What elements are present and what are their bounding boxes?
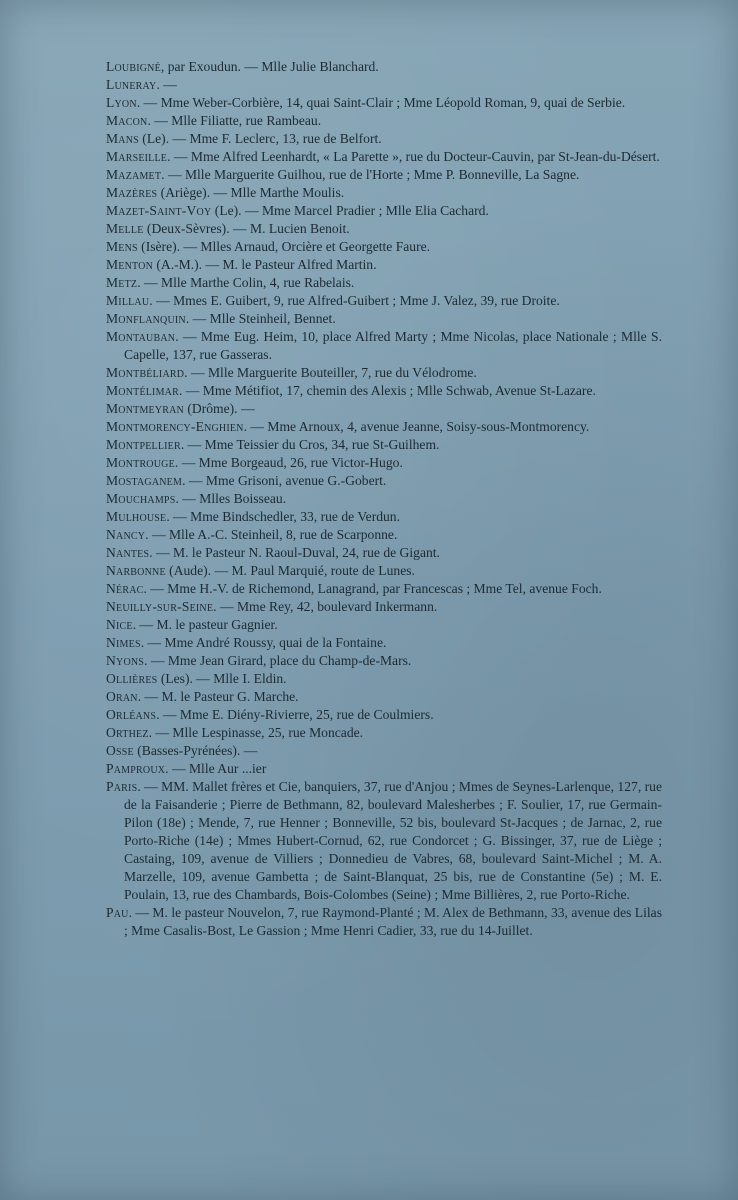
entry-details: . — Mme André Roussy, quai de la Fontaine.	[140, 635, 387, 650]
entry-details: (Drôme). —	[183, 401, 255, 416]
directory-entry	[106, 256, 662, 274]
directory-entry	[106, 220, 662, 238]
entry-details: . — Mme Jean Girard, place du Champ-de-Mars.	[144, 653, 412, 668]
directory-list	[106, 58, 662, 940]
directory-entry	[106, 364, 662, 382]
place-name: Lyon	[106, 95, 137, 110]
place-name: Orthez	[106, 725, 149, 740]
place-name: Mazet-Saint-Voy	[106, 203, 212, 218]
entry-details: . — Mlle Lespinasse, 25, rue Moncade.	[148, 725, 364, 740]
directory-entry	[106, 328, 662, 364]
place-name: Metz	[106, 275, 138, 290]
place-name: Mazères	[106, 185, 158, 200]
place-name: Mulhouse	[106, 509, 167, 524]
place-name: Pamproux	[106, 761, 166, 776]
entry-details: . — Mlle Marguerite Guilhou, rue de l'Horte ; Mme P. Bonneville, La Sagne.	[161, 167, 580, 182]
directory-entry	[106, 382, 662, 400]
directory-entry	[106, 742, 662, 760]
directory-entry	[106, 166, 662, 184]
directory-entry	[106, 148, 662, 166]
directory-entry	[106, 58, 662, 76]
entry-details: . — Mlle Marguerite Bouteiller, 7, rue du Vélodrome.	[184, 365, 477, 380]
place-name: Millau	[106, 293, 150, 308]
directory-entry	[106, 76, 662, 94]
entry-details: . —	[156, 77, 177, 92]
place-name: Loubigné	[106, 59, 161, 74]
place-name: Luneray	[106, 77, 157, 92]
directory-entry	[106, 472, 662, 490]
place-name: Mens	[106, 239, 138, 254]
directory-entry	[106, 598, 662, 616]
place-name: Menton	[106, 257, 153, 272]
directory-entry	[106, 310, 662, 328]
entry-details: (Les). — Mlle I. Eldin.	[157, 671, 287, 686]
entry-details: (A.-M.). — M. le Pasteur Alfred Martin.	[153, 257, 377, 272]
directory-entry	[106, 904, 662, 940]
entry-details: (Ariège). — Mlle Marthe Moulis.	[157, 185, 345, 200]
place-name: Paris	[106, 779, 138, 794]
directory-entry	[106, 616, 662, 634]
place-name: Marseille	[106, 149, 168, 164]
directory-entry	[106, 94, 662, 112]
entry-details: . — Mme Arnoux, 4, avenue Jeanne, Soisy-sous-Montmorency.	[243, 419, 590, 434]
directory-entry	[106, 238, 662, 256]
directory-entry	[106, 184, 662, 202]
entry-details: . — Mme E. Diény-Rivierre, 25, rue de Coulmiers.	[156, 707, 434, 722]
place-name: Nantes	[106, 545, 150, 560]
directory-entry	[106, 400, 662, 418]
place-name: Mostaganem	[106, 473, 183, 488]
entry-details: (Le). — Mme Marcel Pradier ; Mlle Elia Cachard.	[211, 203, 489, 218]
entry-details: . — M. le pasteur Gagnier.	[132, 617, 278, 632]
place-name: Narbonne	[106, 563, 166, 578]
entry-details: . — Mme Métifiot, 17, chemin des Alexis ; Mlle Schwab, Avenue St-Lazare.	[178, 383, 596, 398]
directory-entry	[106, 652, 662, 670]
entry-details: . — M. le Pasteur G. Marche.	[137, 689, 299, 704]
place-name: Nice	[106, 617, 133, 632]
place-name: Nimes	[106, 635, 141, 650]
place-name: Montmeyran	[106, 401, 184, 416]
place-name: Mouchamps	[106, 491, 176, 506]
place-name: Montmorency-Enghien	[106, 419, 244, 434]
entry-details: (Basses-Pyrénées). —	[133, 743, 258, 758]
place-name: Montpellier	[106, 437, 181, 452]
place-name: Oran	[106, 689, 138, 704]
place-name: Neuilly-sur-Seine	[106, 599, 214, 614]
place-name: Ollières	[106, 671, 158, 686]
place-name: Nancy	[106, 527, 146, 542]
directory-entry	[106, 436, 662, 454]
directory-entry	[106, 130, 662, 148]
directory-entry	[106, 778, 662, 904]
directory-entry	[106, 490, 662, 508]
directory-entry	[106, 112, 662, 130]
place-name: Melle	[106, 221, 144, 236]
directory-entry	[106, 724, 662, 742]
entry-details: . — Mme H.-V. de Richemond, Lanagrand, par Francescas ; Mme Tel, avenue Foch.	[143, 581, 602, 596]
entry-details: . — Mme Grisoni, avenue G.-Gobert.	[182, 473, 387, 488]
entry-details: . — Mme Borgeaud, 26, rue Victor-Hugo.	[174, 455, 403, 470]
place-name: Osse	[106, 743, 134, 758]
place-name: Pau	[106, 905, 129, 920]
entry-details: (Isère). — Mlles Arnaud, Orcière et Georgette Faure.	[137, 239, 431, 254]
directory-entry	[106, 454, 662, 472]
place-name: Mans	[106, 131, 139, 146]
place-name: Nérac	[106, 581, 144, 596]
entry-details: , par Exoudun. — Mlle Julie Blanchard.	[160, 59, 379, 74]
entry-details: . — Mlle Steinheil, Bennet.	[185, 311, 336, 326]
entry-details: . — Mme Alfred Leenhardt, « La Parette », rue du Docteur-Cauvin, par St-Jean-du-Désert.	[167, 149, 660, 164]
entry-details: . — Mlle A.-C. Steinheil, 8, rue de Scarponne.	[145, 527, 398, 542]
directory-entry	[106, 688, 662, 706]
directory-entry	[106, 526, 662, 544]
entry-details: . — Mmes E. Guibert, 9, rue Alfred-Guibert ; Mme J. Valez, 39, rue Droite.	[149, 293, 560, 308]
directory-entry	[106, 508, 662, 526]
entry-details: (Aude). — M. Paul Marquié, route de Lunes.	[165, 563, 415, 578]
place-name: Montélimar	[106, 383, 179, 398]
directory-entry	[106, 418, 662, 436]
entry-details: . — M. le pasteur Nouvelon, 7, rue Raymond-Planté ; M. Alex de Bethmann, 33, avenue des Lilas ; Mme Casalis-Bost, Le Gassion ; Mme Henri Cadier, 33, rue du 14-Juillet.	[124, 905, 662, 938]
directory-entry	[106, 292, 662, 310]
directory-entry	[106, 670, 662, 688]
place-name: Mazamet	[106, 167, 162, 182]
entry-details: . — Mme Teissier du Cros, 34, rue St-Guilhem.	[180, 437, 440, 452]
place-name: Montrouge	[106, 455, 175, 470]
entry-details: . — Mme Weber-Corbière, 14, quai Saint-Clair ; Mme Léopold Roman, 9, quai de Serbie.	[136, 95, 626, 110]
directory-entry	[106, 760, 662, 778]
directory-entry	[106, 634, 662, 652]
directory-entry	[106, 562, 662, 580]
entry-details: . — M. le Pasteur N. Raoul-Duval, 24, rue de Gigant.	[149, 545, 440, 560]
directory-entry	[106, 544, 662, 562]
place-name: Nyons	[106, 653, 145, 668]
directory-entry	[106, 706, 662, 724]
entry-details: . — Mme Bindschedler, 33, rue de Verdun.	[166, 509, 401, 524]
directory-entry	[106, 580, 662, 598]
place-name: Orléans	[106, 707, 157, 722]
directory-entry	[106, 202, 662, 220]
entry-details: . — Mme Rey, 42, boulevard Inkermann.	[213, 599, 438, 614]
entry-details: (Le). — Mme F. Leclerc, 13, rue de Belfort.	[138, 131, 382, 146]
entry-details: . — Mlle Filiatte, rue Rambeau.	[147, 113, 322, 128]
place-name: Montbéliard	[106, 365, 185, 380]
entry-details: . — Mlle Aur ...ier	[165, 761, 267, 776]
place-name: Montauban	[106, 329, 176, 344]
entry-details: . — Mlles Boisseau.	[175, 491, 287, 506]
place-name: Macon	[106, 113, 148, 128]
entry-details: . — Mme Eug. Heim, 10, place Alfred Marty ; Mme Nicolas, place Nationale ; Mlle S. Capelle, 137, rue Gasseras.	[124, 329, 662, 362]
entry-details: . — MM. Mallet frères et Cie, banquiers, 37, rue d'Anjou ; Mmes de Seynes-Larlenque, 127, rue de la Faisanderie ; Pierre de Bethmann, 82, boulevard Malesherbes ; F. Soulier, 17, rue Germain-Pilon (18e) ; Mende, 7, rue Henner ; Bonneville, 52 bis, boulevard St-Jacques ; de Jarnac, 2, rue Porto-Riche (14e) ; Mmes Hubert-Cornud, 62, rue Condorcet ; G. Bissinger, 37, rue de Liège ; Castaing, 109, avenue de Villiers ; Donnedieu de Vabres, 68, boulevard Saint-Michel ; M. A. Marzelle, 109, avenue Gambetta ; de Saint-Blanquat, 25 bis, rue de Constantine (5e) ; M. E. Poulain, 13, rue des Chambards, Bois-Colombes (Seine) ; Mme Billières, 2, rue Porto-Riche.	[124, 779, 662, 902]
directory-entry	[106, 274, 662, 292]
place-name: Monflanquin	[106, 311, 186, 326]
entry-details: . — Mlle Marthe Colin, 4, rue Rabelais.	[137, 275, 355, 290]
entry-details: (Deux-Sèvres). — M. Lucien Benoit.	[143, 221, 350, 236]
